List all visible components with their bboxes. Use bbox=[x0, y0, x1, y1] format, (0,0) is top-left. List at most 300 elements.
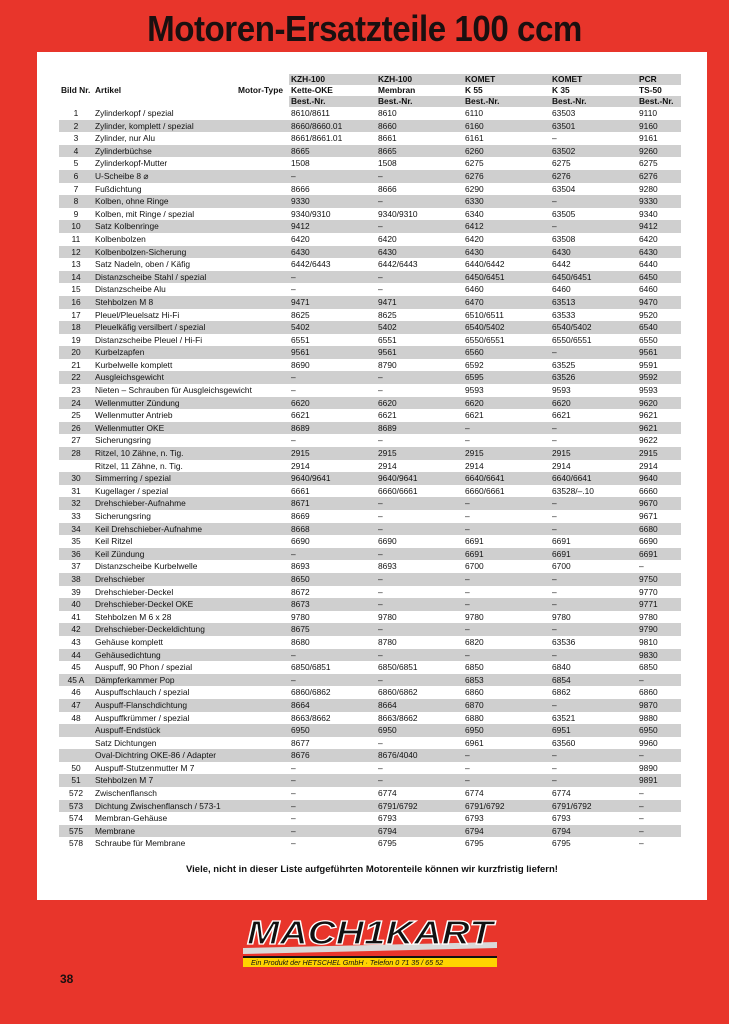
row-best-nr: 63560 bbox=[552, 737, 576, 748]
row-bild-nr: 2 bbox=[59, 120, 93, 133]
row-best-nr: 9591 bbox=[639, 359, 658, 370]
column-brand: KOMET bbox=[550, 74, 637, 85]
row-best-nr: 9880 bbox=[639, 712, 658, 723]
row-best-nr: 9470 bbox=[637, 296, 681, 309]
row-artikel: Sicherungsring bbox=[95, 511, 151, 521]
row-best-nr: 6440/6442 bbox=[465, 259, 505, 270]
table-row bbox=[59, 623, 681, 636]
column-best-nr: Best.-Nr. bbox=[376, 96, 463, 107]
row-best-nr: 9520 bbox=[639, 309, 658, 320]
row-best-nr: 2914 bbox=[552, 460, 571, 471]
table-row bbox=[59, 183, 681, 196]
row-best-nr: 6660/6661 bbox=[465, 485, 505, 496]
row-best-nr: 6110 bbox=[465, 108, 484, 118]
row-best-nr: 6791/6792 bbox=[376, 800, 463, 813]
row-best-nr: 63525 bbox=[552, 359, 576, 370]
table-row bbox=[59, 548, 681, 561]
row-artikel: Auspuff-Endstück bbox=[93, 724, 289, 737]
row-best-nr: – bbox=[465, 511, 470, 521]
row-best-nr: 9340 bbox=[639, 208, 658, 219]
table-row bbox=[59, 258, 681, 271]
row-best-nr: – bbox=[550, 573, 637, 586]
row-bild-nr: 51 bbox=[59, 774, 93, 787]
table-row bbox=[59, 233, 681, 246]
row-best-nr: 6430 bbox=[463, 246, 550, 259]
table-row bbox=[59, 170, 681, 183]
column-best-nr: Best.-Nr. bbox=[637, 96, 681, 107]
row-best-nr: 6640/6641 bbox=[463, 472, 550, 485]
row-best-nr: – bbox=[465, 762, 470, 773]
table-row bbox=[59, 132, 681, 145]
row-best-nr: 8661/8661.01 bbox=[291, 133, 343, 144]
row-bild-nr: 45 bbox=[71, 662, 81, 673]
row-best-nr: 6820 bbox=[465, 636, 484, 647]
row-best-nr: 8693 bbox=[291, 561, 310, 572]
row-best-nr: 6961 bbox=[465, 737, 484, 748]
row-bild-nr bbox=[59, 749, 93, 762]
row-best-nr: – bbox=[289, 548, 376, 561]
row-best-nr: 6860 bbox=[639, 687, 658, 698]
row-artikel: Keil Ritzel bbox=[95, 536, 133, 547]
row-best-nr: – bbox=[376, 497, 463, 510]
row-artikel: Kolben, mit Ringe / spezial bbox=[95, 208, 195, 219]
row-best-nr: 63505 bbox=[552, 208, 576, 219]
table-row bbox=[59, 485, 681, 498]
table-row bbox=[59, 447, 681, 460]
row-best-nr: 6620 bbox=[550, 397, 637, 410]
row-best-nr: 9780 bbox=[291, 611, 310, 622]
row-artikel: Distanzscheibe Stahl / spezial bbox=[93, 271, 289, 284]
row-bild-nr: 24 bbox=[59, 397, 93, 410]
row-best-nr: 6700 bbox=[552, 561, 571, 572]
row-best-nr: 9780 bbox=[639, 611, 658, 622]
row-best-nr: 6840 bbox=[552, 662, 571, 673]
row-best-nr: 6430 bbox=[289, 246, 376, 259]
row-best-nr: 6430 bbox=[376, 246, 463, 259]
row-best-nr: – bbox=[639, 838, 644, 849]
row-bild-nr: 19 bbox=[71, 334, 81, 345]
row-best-nr: 9640 bbox=[637, 472, 681, 485]
row-best-nr: 6660 bbox=[639, 485, 658, 496]
row-best-nr: – bbox=[550, 523, 637, 536]
row-artikel: Sicherungsring bbox=[95, 435, 151, 446]
row-artikel: Wellenmutter Antrieb bbox=[95, 410, 173, 421]
row-bild-nr: 13 bbox=[71, 259, 81, 270]
row-best-nr: 8661 bbox=[378, 133, 397, 144]
row-bild-nr: 10 bbox=[59, 220, 93, 233]
row-best-nr: – bbox=[639, 561, 644, 572]
row-best-nr: 6340 bbox=[465, 208, 484, 219]
row-best-nr: 6791/6792 bbox=[463, 800, 550, 813]
header-row-brand bbox=[59, 74, 681, 85]
column-best-nr: Best.-Nr. bbox=[463, 96, 550, 107]
row-best-nr: 63536 bbox=[552, 636, 576, 647]
row-best-nr: 6795 bbox=[552, 838, 571, 849]
row-bild-nr: 16 bbox=[59, 296, 93, 309]
row-best-nr: 8680 bbox=[291, 636, 310, 647]
row-best-nr: – bbox=[550, 346, 637, 359]
row-best-nr: 8660/8660.01 bbox=[289, 120, 376, 133]
row-best-nr: 6793 bbox=[465, 813, 484, 824]
row-best-nr: 9561 bbox=[637, 346, 681, 359]
row-best-nr: 9621 bbox=[639, 410, 658, 421]
row-best-nr: 6854 bbox=[550, 674, 637, 687]
row-artikel: Drehschieber-Deckel OKE bbox=[93, 598, 289, 611]
row-bild-nr: 45 A bbox=[59, 674, 93, 687]
row-best-nr: 9620 bbox=[637, 397, 681, 410]
row-best-nr: 6550/6551 bbox=[552, 334, 592, 345]
row-best-nr: 6850 bbox=[465, 662, 484, 673]
row-best-nr: 9161 bbox=[639, 133, 658, 144]
table-row bbox=[59, 107, 681, 120]
table-row bbox=[59, 434, 681, 447]
table-row bbox=[59, 686, 681, 699]
row-artikel: Schraube für Membrane bbox=[95, 838, 186, 849]
row-artikel: Ritzel, 10 Zähne, n. Tig. bbox=[93, 447, 289, 460]
row-best-nr: 8666 bbox=[291, 183, 310, 194]
row-best-nr: – bbox=[291, 788, 296, 799]
row-best-nr: 6880 bbox=[465, 712, 484, 723]
row-best-nr: – bbox=[550, 699, 637, 712]
row-best-nr: 6700 bbox=[465, 561, 484, 572]
row-best-nr: 6420 bbox=[378, 233, 397, 244]
row-artikel: Stehbolzen M 8 bbox=[93, 296, 289, 309]
row-bild-nr: 7 bbox=[73, 183, 79, 194]
row-best-nr: 9593 bbox=[552, 385, 571, 396]
table-row bbox=[59, 321, 681, 334]
row-bild-nr: 575 bbox=[59, 825, 93, 838]
row-best-nr: 6442 bbox=[552, 259, 571, 270]
row-bild-nr: 47 bbox=[59, 699, 93, 712]
row-bild-nr bbox=[59, 737, 93, 750]
table-row bbox=[59, 762, 681, 775]
row-best-nr: 6440 bbox=[639, 259, 658, 270]
row-best-nr: 9891 bbox=[637, 774, 681, 787]
row-best-nr: 9340/9310 bbox=[378, 208, 418, 219]
row-artikel: Auspuff, 90 Phon / spezial bbox=[95, 662, 193, 673]
row-bild-nr: 23 bbox=[71, 385, 81, 396]
row-best-nr: 6661 bbox=[291, 485, 310, 496]
row-best-nr: 6795 bbox=[378, 838, 397, 849]
row-best-nr: 6551 bbox=[291, 334, 310, 345]
row-bild-nr: 42 bbox=[59, 623, 93, 636]
row-best-nr: – bbox=[639, 813, 644, 824]
table-row bbox=[59, 460, 681, 473]
table-row bbox=[59, 724, 681, 737]
row-best-nr: 9780 bbox=[378, 611, 397, 622]
row-bild-nr: 9 bbox=[73, 208, 79, 219]
row-artikel: Membran-Gehäuse bbox=[95, 813, 168, 824]
row-bild-nr: 14 bbox=[59, 271, 93, 284]
row-best-nr: 8671 bbox=[289, 497, 376, 510]
table-row bbox=[59, 812, 681, 825]
row-best-nr: – bbox=[463, 573, 550, 586]
row-artikel: Fußdichtung bbox=[95, 183, 142, 194]
logo-subtitle: Ein Produkt der HETSCHEL GmbH · Telefon 0 71 35 / 65 52 bbox=[251, 958, 444, 967]
row-best-nr: 9621 bbox=[637, 422, 681, 435]
row-best-nr: – bbox=[378, 737, 383, 748]
column-model: K 55 bbox=[465, 85, 483, 95]
row-artikel: Nieten – Schrauben für Ausgleichsgewicht bbox=[95, 385, 252, 396]
row-best-nr: 6540 bbox=[637, 321, 681, 334]
row-bild-nr: 36 bbox=[59, 548, 93, 561]
row-artikel: Zylinderbüchse bbox=[93, 145, 289, 158]
row-artikel: Gehäuse komplett bbox=[95, 636, 163, 647]
row-best-nr: 6691 bbox=[463, 548, 550, 561]
row-best-nr: 6460 bbox=[552, 284, 571, 295]
row-best-nr: 6442/6443 bbox=[378, 259, 418, 270]
row-best-nr: 8663/8662 bbox=[291, 712, 331, 723]
table-row bbox=[59, 510, 681, 523]
row-best-nr: – bbox=[289, 371, 376, 384]
row-best-nr: 8669 bbox=[291, 511, 310, 521]
row-best-nr: 8677 bbox=[291, 737, 310, 748]
row-best-nr: 2915 bbox=[637, 447, 681, 460]
row-best-nr: 6691 bbox=[637, 548, 681, 561]
row-best-nr: – bbox=[463, 598, 550, 611]
row-best-nr: 6860/6862 bbox=[378, 687, 418, 698]
row-best-nr: – bbox=[637, 674, 681, 687]
row-best-nr: – bbox=[550, 220, 637, 233]
table-row bbox=[59, 271, 681, 284]
row-best-nr: 8690 bbox=[291, 359, 310, 370]
row-artikel: Drehschieber bbox=[93, 573, 289, 586]
row-best-nr: – bbox=[465, 435, 470, 446]
row-best-nr: 63521 bbox=[552, 712, 576, 723]
row-best-nr: 6794 bbox=[550, 825, 637, 838]
row-best-nr: 9770 bbox=[639, 586, 658, 597]
row-bild-nr: 6 bbox=[59, 170, 93, 183]
row-best-nr: 1508 bbox=[378, 158, 397, 169]
row-best-nr: 8780 bbox=[378, 636, 397, 647]
row-best-nr: 6510/6511 bbox=[465, 309, 504, 320]
row-best-nr: 8666 bbox=[378, 183, 397, 194]
row-best-nr: 9260 bbox=[637, 145, 681, 158]
row-best-nr: 6951 bbox=[550, 724, 637, 737]
table-row bbox=[59, 787, 681, 800]
row-best-nr: 9110 bbox=[639, 108, 658, 118]
table-row bbox=[59, 699, 681, 712]
row-best-nr: 63504 bbox=[552, 183, 576, 194]
row-artikel: Zwischenflansch bbox=[95, 788, 157, 799]
table-row bbox=[59, 359, 681, 372]
row-bild-nr: 11 bbox=[71, 233, 81, 244]
table-row bbox=[59, 825, 681, 838]
row-best-nr: 63533 bbox=[552, 309, 576, 320]
row-bild-nr: 34 bbox=[59, 523, 93, 536]
row-best-nr: – bbox=[291, 838, 296, 849]
row-best-nr: 6450/6451 bbox=[550, 271, 637, 284]
row-artikel: Dämpferkammer Pop bbox=[93, 674, 289, 687]
row-best-nr: 8665 bbox=[289, 145, 376, 158]
table-row bbox=[59, 371, 681, 384]
table-row bbox=[59, 598, 681, 611]
row-best-nr: 6621 bbox=[465, 410, 484, 421]
row-best-nr: 6690 bbox=[291, 536, 310, 547]
row-artikel: Auspuff-Stutzenmutter M 7 bbox=[95, 762, 195, 773]
row-best-nr: 9412 bbox=[289, 220, 376, 233]
row-best-nr: 6550/6551 bbox=[465, 334, 505, 345]
row-best-nr: – bbox=[289, 674, 376, 687]
row-artikel: Drehschieber-Aufnahme bbox=[93, 497, 289, 510]
row-bild-nr: 4 bbox=[59, 145, 93, 158]
table-row bbox=[59, 422, 681, 435]
row-best-nr: – bbox=[291, 435, 296, 446]
row-best-nr: – bbox=[378, 284, 383, 295]
column-header-bild-nr: Bild Nr. bbox=[61, 85, 91, 95]
row-bild-nr: 1 bbox=[73, 108, 79, 118]
row-best-nr: 8668 bbox=[289, 523, 376, 536]
table-row bbox=[59, 611, 681, 624]
row-bild-nr: 18 bbox=[59, 321, 93, 334]
row-best-nr: – bbox=[376, 774, 463, 787]
row-best-nr: – bbox=[463, 497, 550, 510]
row-bild-nr: 40 bbox=[59, 598, 93, 611]
table-row bbox=[59, 737, 681, 750]
row-best-nr: 6621 bbox=[378, 410, 397, 421]
row-artikel: Ausgleichsgewicht bbox=[93, 371, 289, 384]
table-row bbox=[59, 800, 681, 813]
column-model: TS-50 bbox=[639, 85, 662, 95]
row-best-nr: 9830 bbox=[637, 649, 681, 662]
footer-note: Viele, nicht in dieser Liste aufgeführten Motorenteile können wir kurzfristig liefern! bbox=[186, 864, 558, 875]
table-row bbox=[59, 384, 681, 397]
table-row bbox=[59, 145, 681, 158]
row-best-nr: 6691 bbox=[465, 536, 484, 547]
row-best-nr: 6850/6851 bbox=[378, 662, 418, 673]
row-best-nr: – bbox=[550, 422, 637, 435]
row-artikel: Keil Drehschieber-Aufnahme bbox=[93, 523, 289, 536]
row-best-nr: – bbox=[376, 623, 463, 636]
table-row bbox=[59, 472, 681, 485]
row-best-nr: 6870 bbox=[463, 699, 550, 712]
row-best-nr: 6420 bbox=[291, 233, 310, 244]
row-artikel: Kugellager / spezial bbox=[95, 485, 169, 496]
row-best-nr: 6560 bbox=[463, 346, 550, 359]
row-artikel: Kolbenbolzen-Sicherung bbox=[93, 246, 289, 259]
row-best-nr: 6540/5402 bbox=[463, 321, 550, 334]
row-bild-nr: 37 bbox=[71, 561, 81, 572]
row-best-nr: 8625 bbox=[378, 309, 397, 320]
row-best-nr: 2914 bbox=[465, 460, 484, 471]
row-best-nr: – bbox=[463, 422, 550, 435]
row-artikel: Simmerring / spezial bbox=[93, 472, 289, 485]
row-best-nr: – bbox=[376, 598, 463, 611]
row-best-nr: 8650 bbox=[289, 573, 376, 586]
row-best-nr: 9280 bbox=[639, 183, 658, 194]
row-best-nr: – bbox=[552, 762, 557, 773]
row-best-nr: 6420 bbox=[465, 233, 484, 244]
row-best-nr: 8790 bbox=[378, 359, 397, 370]
mach1kart-logo bbox=[235, 908, 505, 980]
row-best-nr: 8689 bbox=[289, 422, 376, 435]
row-best-nr: 63528/–.10 bbox=[552, 485, 594, 496]
column-brand: KZH-100 bbox=[289, 74, 376, 85]
row-best-nr: – bbox=[639, 788, 644, 799]
table-row bbox=[59, 560, 681, 573]
row-bild-nr: 17 bbox=[71, 309, 81, 320]
row-artikel: Auspuffschlauch / spezial bbox=[95, 687, 190, 698]
row-best-nr: 6160 bbox=[463, 120, 550, 133]
row-bild-nr: 43 bbox=[71, 636, 81, 647]
row-best-nr: 6640/6641 bbox=[550, 472, 637, 485]
column-header-motor-type: Motor-Type bbox=[238, 85, 283, 95]
row-best-nr: 8689 bbox=[376, 422, 463, 435]
row-best-nr: 8672 bbox=[291, 586, 310, 597]
table-row bbox=[59, 649, 681, 662]
row-best-nr: 9890 bbox=[639, 762, 658, 773]
row-best-nr: 8676/4040 bbox=[376, 749, 463, 762]
row-best-nr: 6275 bbox=[552, 158, 571, 169]
row-best-nr: 6412 bbox=[463, 220, 550, 233]
row-best-nr: 2914 bbox=[639, 460, 658, 471]
row-bild-nr: 27 bbox=[71, 435, 81, 446]
table-row bbox=[59, 674, 681, 687]
row-best-nr: 6592 bbox=[465, 359, 484, 370]
row-bild-nr: 38 bbox=[59, 573, 93, 586]
table-row bbox=[59, 636, 681, 649]
row-best-nr: – bbox=[378, 385, 383, 396]
row-bild-nr: 574 bbox=[69, 813, 83, 824]
logo-wordmark: MACH1KART bbox=[247, 914, 497, 951]
row-bild-nr: 20 bbox=[59, 346, 93, 359]
row-best-nr: 6691 bbox=[552, 536, 571, 547]
row-best-nr: – bbox=[378, 762, 383, 773]
row-best-nr: – bbox=[552, 511, 557, 521]
row-best-nr: 6275 bbox=[465, 158, 484, 169]
row-best-nr: – bbox=[376, 371, 463, 384]
row-bild-nr: 22 bbox=[59, 371, 93, 384]
row-best-nr: 63526 bbox=[550, 371, 637, 384]
row-best-nr: – bbox=[463, 623, 550, 636]
row-best-nr: 2914 bbox=[291, 460, 310, 471]
row-bild-nr: 48 bbox=[71, 712, 81, 723]
row-best-nr: 6551 bbox=[378, 334, 397, 345]
row-best-nr: 63502 bbox=[550, 145, 637, 158]
page-number: 38 bbox=[60, 972, 74, 986]
row-best-nr: – bbox=[376, 548, 463, 561]
row-best-nr: – bbox=[552, 435, 557, 446]
row-best-nr: 6460 bbox=[465, 284, 484, 295]
row-artikel: Zylinderkopf / spezial bbox=[95, 108, 174, 118]
row-best-nr: 6793 bbox=[378, 813, 397, 824]
row-artikel: Kurbelzapfen bbox=[93, 346, 289, 359]
row-artikel: Wellenmutter OKE bbox=[93, 422, 289, 435]
row-bild-nr: 578 bbox=[69, 838, 83, 849]
row-best-nr: 9412 bbox=[637, 220, 681, 233]
row-bild-nr: 8 bbox=[59, 195, 93, 208]
table-row bbox=[59, 749, 681, 762]
row-best-nr: 6621 bbox=[552, 410, 571, 421]
row-best-nr: 6420 bbox=[639, 233, 658, 244]
row-best-nr: 2915 bbox=[463, 447, 550, 460]
row-bild-nr: 28 bbox=[59, 447, 93, 460]
row-best-nr: 6794 bbox=[376, 825, 463, 838]
row-best-nr: – bbox=[289, 825, 376, 838]
row-best-nr: – bbox=[291, 385, 296, 396]
row-best-nr: – bbox=[550, 497, 637, 510]
row-artikel: Zylinder, nur Alu bbox=[95, 133, 156, 144]
row-best-nr: 6950 bbox=[637, 724, 681, 737]
row-bild-nr: 33 bbox=[71, 511, 81, 521]
row-best-nr: 9592 bbox=[637, 371, 681, 384]
row-artikel: Oval-Dichtring OKE-86 / Adapter bbox=[93, 749, 289, 762]
row-best-nr: – bbox=[378, 511, 383, 521]
row-best-nr: – bbox=[289, 170, 376, 183]
row-best-nr: – bbox=[291, 284, 296, 295]
row-artikel: Stehbolzen M 7 bbox=[93, 774, 289, 787]
row-artikel: Kolbenbolzen bbox=[95, 233, 146, 244]
